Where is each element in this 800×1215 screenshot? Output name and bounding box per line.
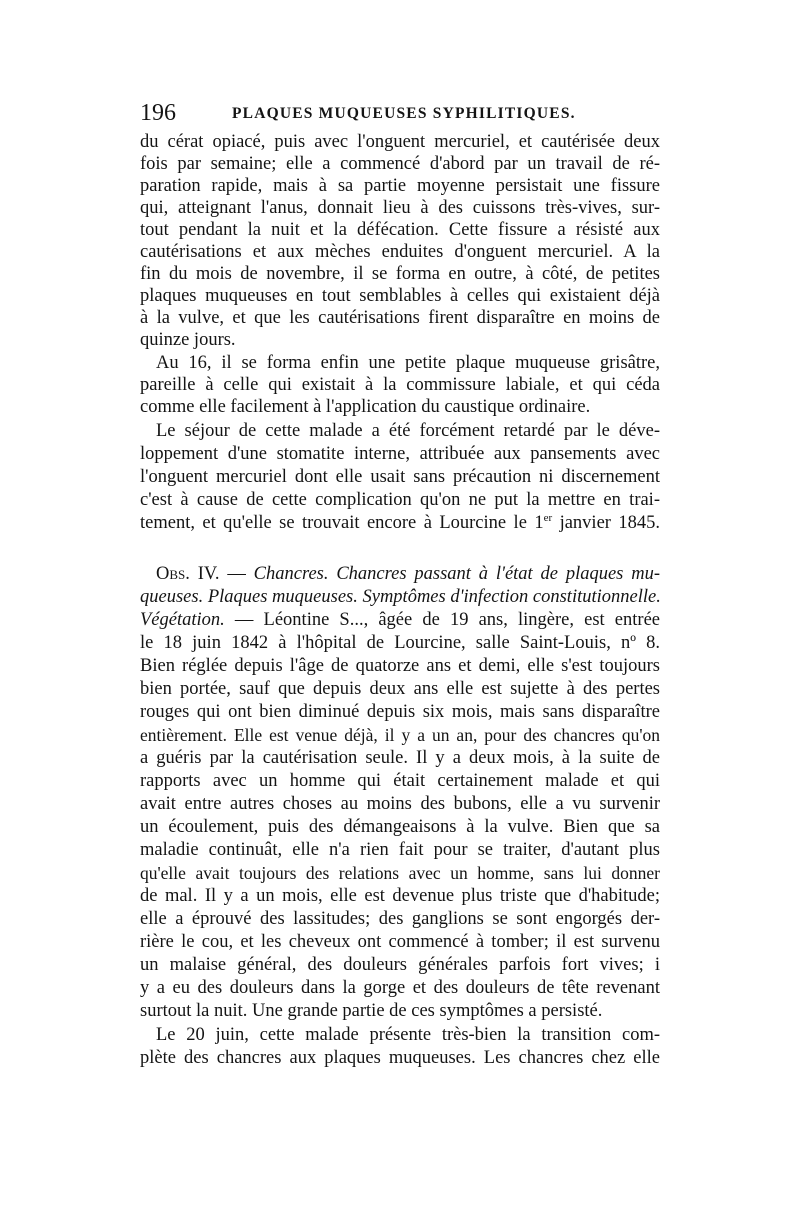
text-line: c'est à cause de cette complication qu'on ne put la mettre en trai- [140, 490, 660, 510]
text-line: l'onguent mercuriel dont elle usait sans précaution ni discernement [140, 467, 660, 487]
text-line: a guéris par la cautérisation seule. Il y a deux mois, à la suite de [140, 748, 660, 768]
observation-heading [140, 563, 660, 586]
dash: — [219, 564, 254, 584]
text-line: le 18 juin 1842 à l'hôpital de Lourcine, salle Saint-Louis, nº 8. [140, 633, 660, 653]
text-line: quinze jours. [140, 330, 236, 350]
text-line: fois par semaine; elle a commencé d'abord par un travail de ré- [140, 154, 660, 174]
text-line: entièrement. Elle est venue déjà, il y a un an, pour des chancres qu'on [140, 725, 660, 745]
text-fragment: tement, et qu'elle se trouvait encore à Lourcine le 1 [140, 513, 544, 533]
text-line [140, 586, 660, 609]
text-line: Au 16, il se forma enfin une petite plaque muqueuse grisâtre, [156, 353, 660, 373]
text-line: rapports avec un homme qui était certainement malade et qui [140, 771, 660, 791]
page-number: 196 [140, 100, 176, 126]
text-line: rière le cou, et les cheveux ont commencé à tomber; il est survenu [140, 932, 660, 952]
text-line: avait entre autres choses au moins des bubons, elle a vu survenir [140, 794, 660, 814]
text-line: Le séjour de cette malade a été forcément retardé par le déve- [156, 421, 660, 441]
text-line: elle a éprouvé des lassitudes; des ganglions se sont engorgés der- [140, 909, 660, 929]
running-title: PLAQUES MUQUEUSES SYPHILITIQUES. [232, 105, 576, 122]
text-fragment: janvier 1845. [552, 513, 660, 533]
text-line: comme elle facilement à l'application du caustique ordinaire. [140, 397, 591, 417]
text-line: loppement d'une stomatite interne, attribuée aux pansements avec [140, 444, 660, 464]
text-line: surtout la nuit. Une grande partie de ces symptômes a persisté. [140, 1001, 603, 1021]
observation-title: Chancres. Chancres passant à l'état de plaques mu- [253, 564, 660, 584]
text-line: tout pendant la nuit et la défécation. Cette fissure a résisté aux [140, 220, 660, 240]
observation-title: Végétation. [140, 610, 225, 630]
text-line: un écoulement, puis des démangeaisons à la vulve. Bien que sa [140, 817, 660, 837]
text-line: plète des chancres aux plaques muqueuses. Les chancres chez elle [140, 1048, 660, 1068]
text-line: cautérisations et aux mèches enduites d'onguent mercuriel. A la [140, 242, 660, 262]
text-line: fin du mois de novembre, il se forma en outre, à côté, de petites [140, 264, 660, 284]
text-line [140, 609, 660, 632]
text-line: de mal. Il y a un mois, elle est devenue plus triste que d'habitude; [140, 886, 660, 906]
text-line: plaques muqueuses en tout semblables à celles qui existaient déjà [140, 286, 660, 306]
text-line: maladie continuât, elle n'a rien fait pour se traiter, d'autant plus [140, 840, 660, 860]
text-line: bien portée, sauf que depuis deux ans elle est sujette à des pertes [140, 679, 660, 699]
text-line: à la vulve, et que les cautérisations firent disparaître en moins de [140, 308, 660, 328]
text-line: du cérat opiacé, puis avec l'onguent mercuriel, et cautérisée deux [140, 132, 660, 152]
text-line: rouges qui ont bien diminué depuis six mois, mais sans disparaître [140, 702, 660, 722]
page-header [140, 98, 660, 128]
observation-label: Obs. IV. [156, 564, 220, 584]
text-line: qui, atteignant l'anus, donnait lieu à des cuissons très-vives, sur- [140, 198, 660, 218]
observation-title: queuses. Plaques muqueuses. Symptômes d'infection constitutionnelle. [140, 587, 661, 607]
text-line: Le 20 juin, cette malade présente très-bien la transition com- [156, 1025, 660, 1045]
text-line: paration rapide, mais à sa partie moyenne persistait une fissure [140, 176, 660, 196]
text-line: pareille à celle qui existait à la commissure labiale, et qui céda [140, 375, 660, 395]
text-line: un malaise général, des douleurs générales parfois fort vives; i [140, 955, 660, 975]
text-line [140, 512, 660, 535]
text-line: Bien réglée depuis l'âge de quatorze ans et demi, elle s'est toujours [140, 656, 660, 676]
text-line: y a eu des douleurs dans la gorge et des douleurs de tête revenant [140, 978, 660, 998]
superscript: er [543, 512, 553, 524]
text-fragment: — Léontine S..., âgée de 19 ans, lingère, est entrée [224, 610, 660, 630]
text-line: qu'elle avait toujours des relations avec un homme, sans lui donner [140, 863, 660, 883]
